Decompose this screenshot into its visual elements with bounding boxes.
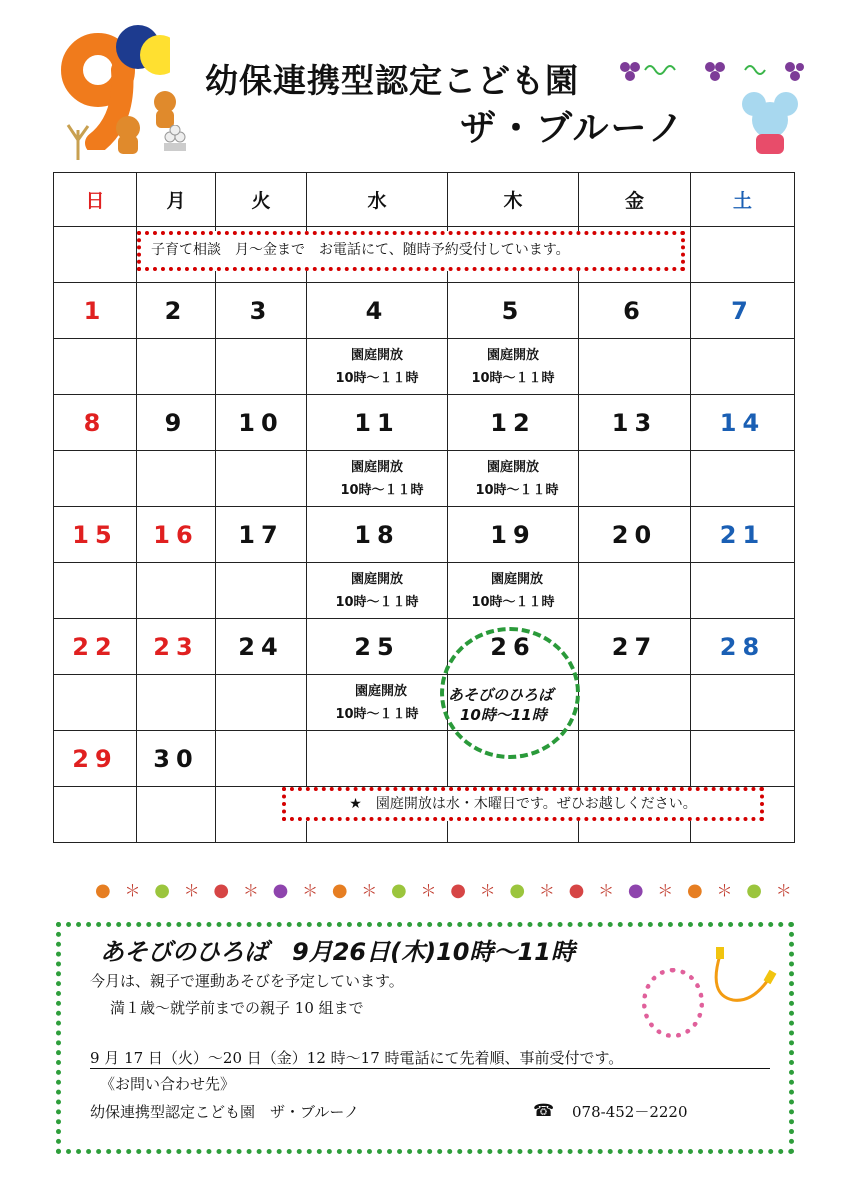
apple-icon: ● <box>213 880 234 901</box>
apple-icon: ● <box>568 880 589 901</box>
page-subtitle: ザ・ブルーノ <box>460 108 686 149</box>
date-row <box>54 283 795 339</box>
date-cell: 26 <box>448 619 579 675</box>
event-cell: 園庭開放 10時～１１時 <box>307 563 448 619</box>
date-cell: 17 <box>216 507 307 563</box>
pear-icon: ● <box>746 880 766 901</box>
pear-icon: ● <box>391 880 411 901</box>
event-row <box>54 563 795 619</box>
date-cell: 13 <box>579 395 691 451</box>
date-cell: 8 <box>54 395 137 451</box>
calendar-table <box>53 172 795 843</box>
hula-hoop-icon <box>642 968 704 1038</box>
date-cell: 12 <box>448 395 579 451</box>
event-title: あそびのひろば 9月26日(木)10時～11時 <box>100 938 575 966</box>
date-cell: 16 <box>137 507 216 563</box>
fruit-divider: ● ＊ ● ＊ ● ＊ ● ＊ ● ＊ ● ＊ ● ＊ ● ＊ ● ＊ ● ＊ ● ＊ ● ＊ <box>95 880 796 901</box>
persimmon-icon: ● <box>95 880 115 901</box>
grape-icon: ● <box>272 880 293 901</box>
date-cell: 5 <box>448 283 579 339</box>
weekday-header-row <box>54 173 795 227</box>
date-cell: 22 <box>54 619 137 675</box>
weekday-sat: 土 <box>691 173 795 227</box>
date-cell: 6 <box>579 283 691 339</box>
apple-icon: ● <box>450 880 470 901</box>
date-row <box>54 731 795 787</box>
event-cell: 園庭開放 10時～１１時 <box>448 563 579 619</box>
registration-info: 9 月 17 日（火）～20 日（金）12 時～17 時電話にて先着順、事前受付です。 <box>90 1047 770 1069</box>
weekday-wed: 水 <box>307 173 448 227</box>
play-event-label: あそびのひろば 10時～11時 <box>448 686 554 724</box>
event-row <box>54 451 795 507</box>
date-cell: 3 <box>216 283 307 339</box>
persimmon-icon: ● <box>331 880 352 901</box>
event-cell: 園庭開放 10時～１１時 <box>448 451 579 507</box>
date-cell: 19 <box>448 507 579 563</box>
date-cell: 24 <box>216 619 307 675</box>
date-cell: 20 <box>579 507 691 563</box>
weekday-thu: 木 <box>448 173 579 227</box>
pear-icon: ● <box>154 880 174 901</box>
date-cell: 14 <box>691 395 795 451</box>
date-cell: 21 <box>691 507 795 563</box>
event-row <box>54 339 795 395</box>
consultation-notice: 子育て相談 月～金まで お電話にて、随時予約受付しています。 <box>137 231 685 271</box>
date-cell: 2 <box>137 283 216 339</box>
date-row <box>54 619 795 675</box>
date-cell: 28 <box>691 619 795 675</box>
date-cell: 1 <box>54 283 137 339</box>
date-cell: 25 <box>307 619 448 675</box>
phone-icon: ☎ <box>533 1101 555 1121</box>
contact-label: 《お問い合わせ先》 <box>100 1075 236 1093</box>
date-row <box>54 507 795 563</box>
date-cell: 11 <box>307 395 448 451</box>
weekday-fri: 金 <box>579 173 691 227</box>
event-eligibility: 満１歳～就学前までの親子 10 組まで <box>110 999 364 1017</box>
date-cell: 30 <box>137 731 216 787</box>
grape-icon: ● <box>627 880 648 901</box>
date-cell: 4 <box>307 283 448 339</box>
date-cell: 7 <box>691 283 795 339</box>
date-cell: 15 <box>54 507 137 563</box>
date-cell: 29 <box>54 731 137 787</box>
weekday-tue: 火 <box>216 173 307 227</box>
date-cell: 18 <box>307 507 448 563</box>
event-cell: 園庭開放 10時～１１時 <box>448 339 579 395</box>
event-cell: 園庭開放 10時～１１時 <box>307 451 448 507</box>
event-description: 今月は、親子で運動あそびを予定しています。 <box>90 972 404 990</box>
event-row <box>54 675 795 731</box>
pampas-grass-icon <box>63 120 93 164</box>
jump-rope-icon <box>708 945 778 1019</box>
phone-number: 078-452－2220 <box>572 1103 688 1121</box>
mouse-character-icon <box>740 90 800 164</box>
date-cell: 9 <box>137 395 216 451</box>
persimmon-icon: ● <box>687 880 707 901</box>
garden-open-notice: ★ 園庭開放は水・木曜日です。ぜひお越しください。 <box>282 787 764 821</box>
date-cell: 23 <box>137 619 216 675</box>
page-title: 幼保連携型認定こども園 <box>205 61 579 100</box>
event-cell: 園庭開放 10時～１１時 <box>307 339 448 395</box>
date-row <box>54 395 795 451</box>
event-cell: 園庭開放 10時～１１時 <box>307 675 448 731</box>
pear-icon: ● <box>509 880 530 901</box>
dango-icon <box>160 125 190 159</box>
weekday-mon: 月 <box>137 173 216 227</box>
date-cell: 27 <box>579 619 691 675</box>
weekday-sun: 日 <box>54 173 137 227</box>
date-cell: 10 <box>216 395 307 451</box>
organization-name: 幼保連携型認定こども園 ザ・ブルーノ <box>90 1103 360 1121</box>
